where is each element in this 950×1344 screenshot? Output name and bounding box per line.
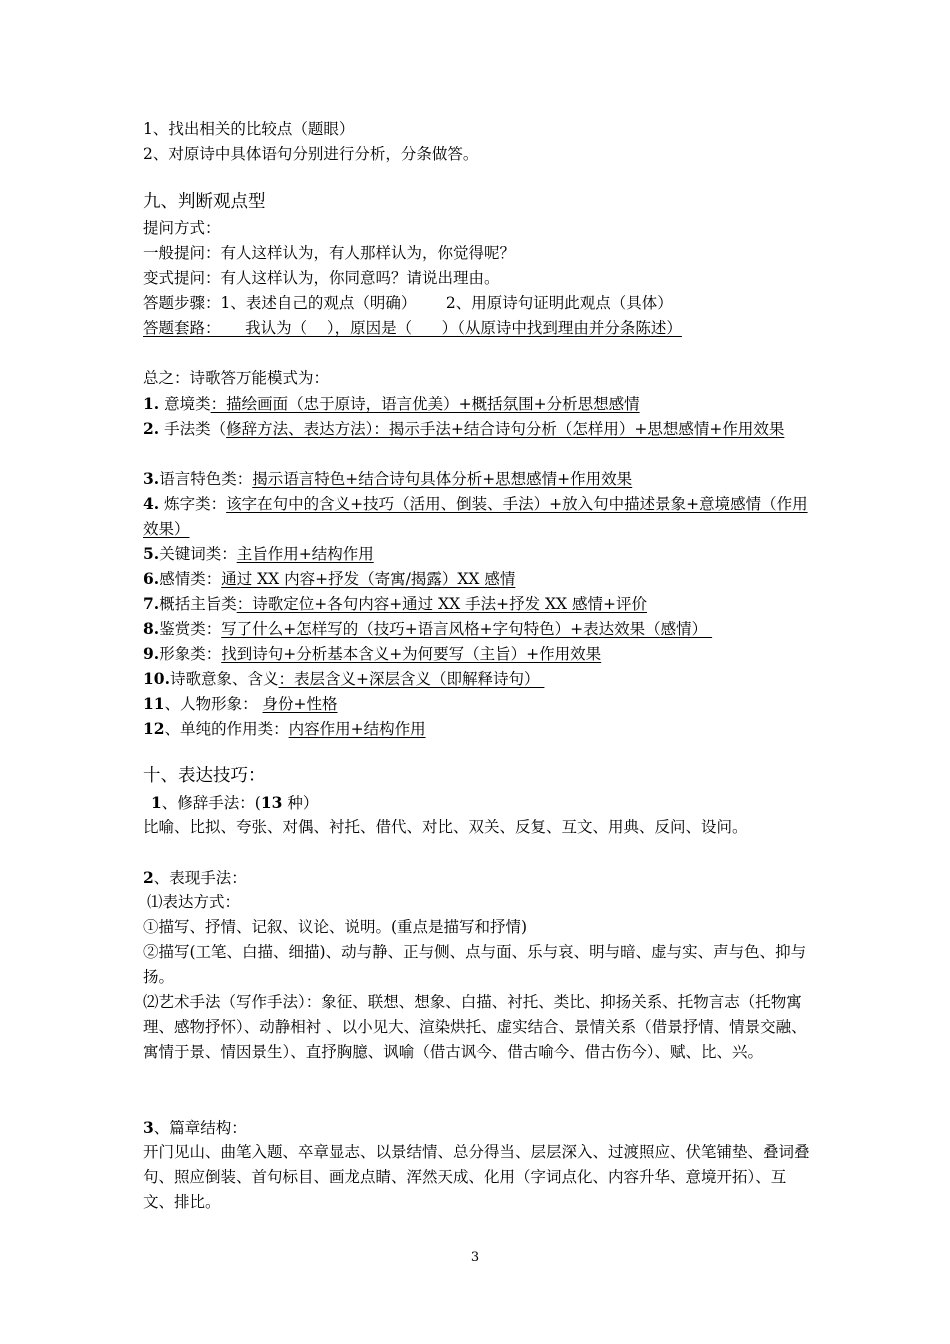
item-content: 主旨作用+结构作用	[236, 545, 374, 563]
structure-title	[143, 1115, 813, 1141]
item-label: 感情类：	[159, 570, 222, 588]
prev-step-2: 2、对原诗中具体语句分别进行分析，分条做答。	[143, 145, 479, 163]
item-content: 修辞方法、表达方法）：揭示手法+结合诗句分析（怎样用）+思想感情+作用效果	[226, 420, 785, 438]
section9-variant-question: 变式提问：有人这样认为，你同意吗？请说出理由。	[143, 269, 500, 287]
structure-number: 3	[143, 1118, 154, 1137]
summary-item-1	[143, 391, 813, 417]
item-content: ：描绘画面（忠于原诗，语言优美）+概括氛围+分析思想感情	[210, 395, 640, 413]
item-number: 3.	[143, 469, 160, 488]
item-label: 语言特色类：	[159, 470, 253, 488]
section9-heading: 九、判断观点型	[143, 192, 266, 212]
expression-title	[143, 865, 813, 891]
item-label: 形象类：	[159, 645, 222, 663]
rhetoric-list: 比喻、比拟、夸张、对偶、衬托、借代、对比、双关、反复、互文、用典、反问、设问。	[143, 818, 748, 836]
item-number: 2.	[143, 419, 160, 438]
item-number: 1.	[143, 394, 160, 413]
item-label: 关键词类：	[159, 545, 237, 563]
summary-intro: 总之：诗歌答万能模式为：	[143, 369, 330, 387]
section9-general-question: 一般提问：有人这样认为，有人那样认为，你觉得呢？	[143, 244, 516, 262]
rhetoric-count: 13	[260, 793, 283, 812]
item-number: 10.	[143, 669, 170, 688]
item-label: 手法类（	[159, 420, 227, 438]
item-content: ：表层含义+深层含义（即解释诗句）	[278, 670, 545, 688]
item-number: 11	[143, 694, 165, 713]
page-number: 3	[470, 1250, 480, 1265]
rhetoric-number: 1	[151, 793, 162, 812]
summary-item-7	[143, 591, 813, 617]
item-content: 该字在句中的含义+技巧（活用、倒装、手法）+放入句中描述景象+意境感情（作用效果）	[143, 495, 808, 538]
expression-label: 、表现手法：	[153, 869, 247, 887]
item-label: 炼字类：	[159, 495, 227, 513]
item-number: 8.	[143, 619, 160, 638]
item-content: ：诗歌定位+各句内容+通过 XX 手法+抒发 XX 感情+评价	[236, 595, 648, 613]
expression-subheading: ⑴表达方式：	[147, 893, 241, 911]
section9-answer-pattern: 答题套路： 我认为（ ），原因是（ ）（从原诗中找到理由并分条陈述）	[143, 319, 682, 337]
item-content: 身份+性格	[262, 695, 338, 713]
prev-step-1: 1、找出相关的比较点（题眼）	[143, 120, 355, 138]
structure-list: 开门见山、曲笔入题、卒章显志、以景结情、总分得当、层层深入、过渡照应、伏笔铺垫、叠词叠句、照应倒装、首句标目、画龙点睛、浑然天成、化用（字词点化、内容升华、意境开拓）、互文、排比。	[143, 1143, 810, 1211]
item-content: 写了什么+怎样写的（技巧+语言风格+字句特色）+表达效果（感情）	[221, 620, 713, 638]
item-number: 12	[143, 719, 165, 738]
expression-number: 2	[143, 868, 154, 887]
item-label: 、人物形象：	[164, 695, 263, 713]
item-number: 4.	[143, 494, 160, 513]
summary-item-4	[143, 491, 813, 542]
rhetoric-unit: 种）	[282, 794, 319, 812]
summary-item-2	[143, 416, 813, 442]
summary-item-5	[143, 541, 813, 567]
structure-label: 、篇章结构：	[153, 1119, 247, 1137]
expression-item-2: ②描写(工笔、白描、细描)、动与静、正与侧、点与面、乐与哀、明与暗、虚与实、声与色、抑与扬。	[143, 943, 807, 986]
item-label: 鉴赏类：	[159, 620, 222, 638]
item-label: 意境类	[159, 395, 211, 413]
expression-item-1: ①描写、抒情、记叙、议论、说明。(重点是描写和抒情)	[143, 918, 528, 936]
item-number: 6.	[143, 569, 160, 588]
summary-item-10	[143, 666, 813, 692]
art-techniques: ⑵艺术手法（写作手法）：象征、联想、想象、白描、衬托、类比、抑扬关系、托物言志（托物寓理、感物抒怀）、动静相衬 、以小见大、渲染烘托、虚实结合、景情关系（借景抒情、情景交融、寓情于景、情因景生）、直抒胸臆、讽喻（借古讽今、借古喻今、借古伤今）、赋、比、兴。	[143, 993, 807, 1061]
item-number: 9.	[143, 644, 160, 663]
summary-item-12	[143, 716, 813, 742]
rhetoric-label: 、修辞手法：(	[161, 794, 261, 812]
summary-item-3	[143, 466, 813, 492]
summary-item-11	[143, 691, 813, 717]
summary-item-9	[143, 641, 813, 667]
item-number: 5.	[143, 544, 160, 563]
item-content: 通过 XX 内容+抒发（寄寓/揭露）XX 感情	[221, 570, 516, 588]
item-number: 7.	[143, 594, 160, 613]
item-content: 内容作用+结构作用	[288, 720, 426, 738]
summary-item-8	[143, 616, 813, 642]
section9-answer-steps: 答题步骤：1、表述自己的观点（明确） 2、用原诗句证明此观点（具体）	[143, 294, 673, 312]
item-content: 揭示语言特色+结合诗句具体分析+思想感情+作用效果	[252, 470, 633, 488]
section9-ask-label: 提问方式：	[143, 219, 221, 237]
summary-item-6	[143, 566, 813, 592]
item-label: 、单纯的作用类：	[164, 720, 289, 738]
item-label: 诗歌意象、含义	[169, 670, 279, 688]
section10-heading: 十、表达技巧：	[143, 766, 266, 786]
rhetoric-title	[151, 790, 821, 816]
item-label: 概括主旨类	[159, 595, 237, 613]
item-content: 找到诗句+分析基本含义+为何要写（主旨）+作用效果	[221, 645, 602, 663]
